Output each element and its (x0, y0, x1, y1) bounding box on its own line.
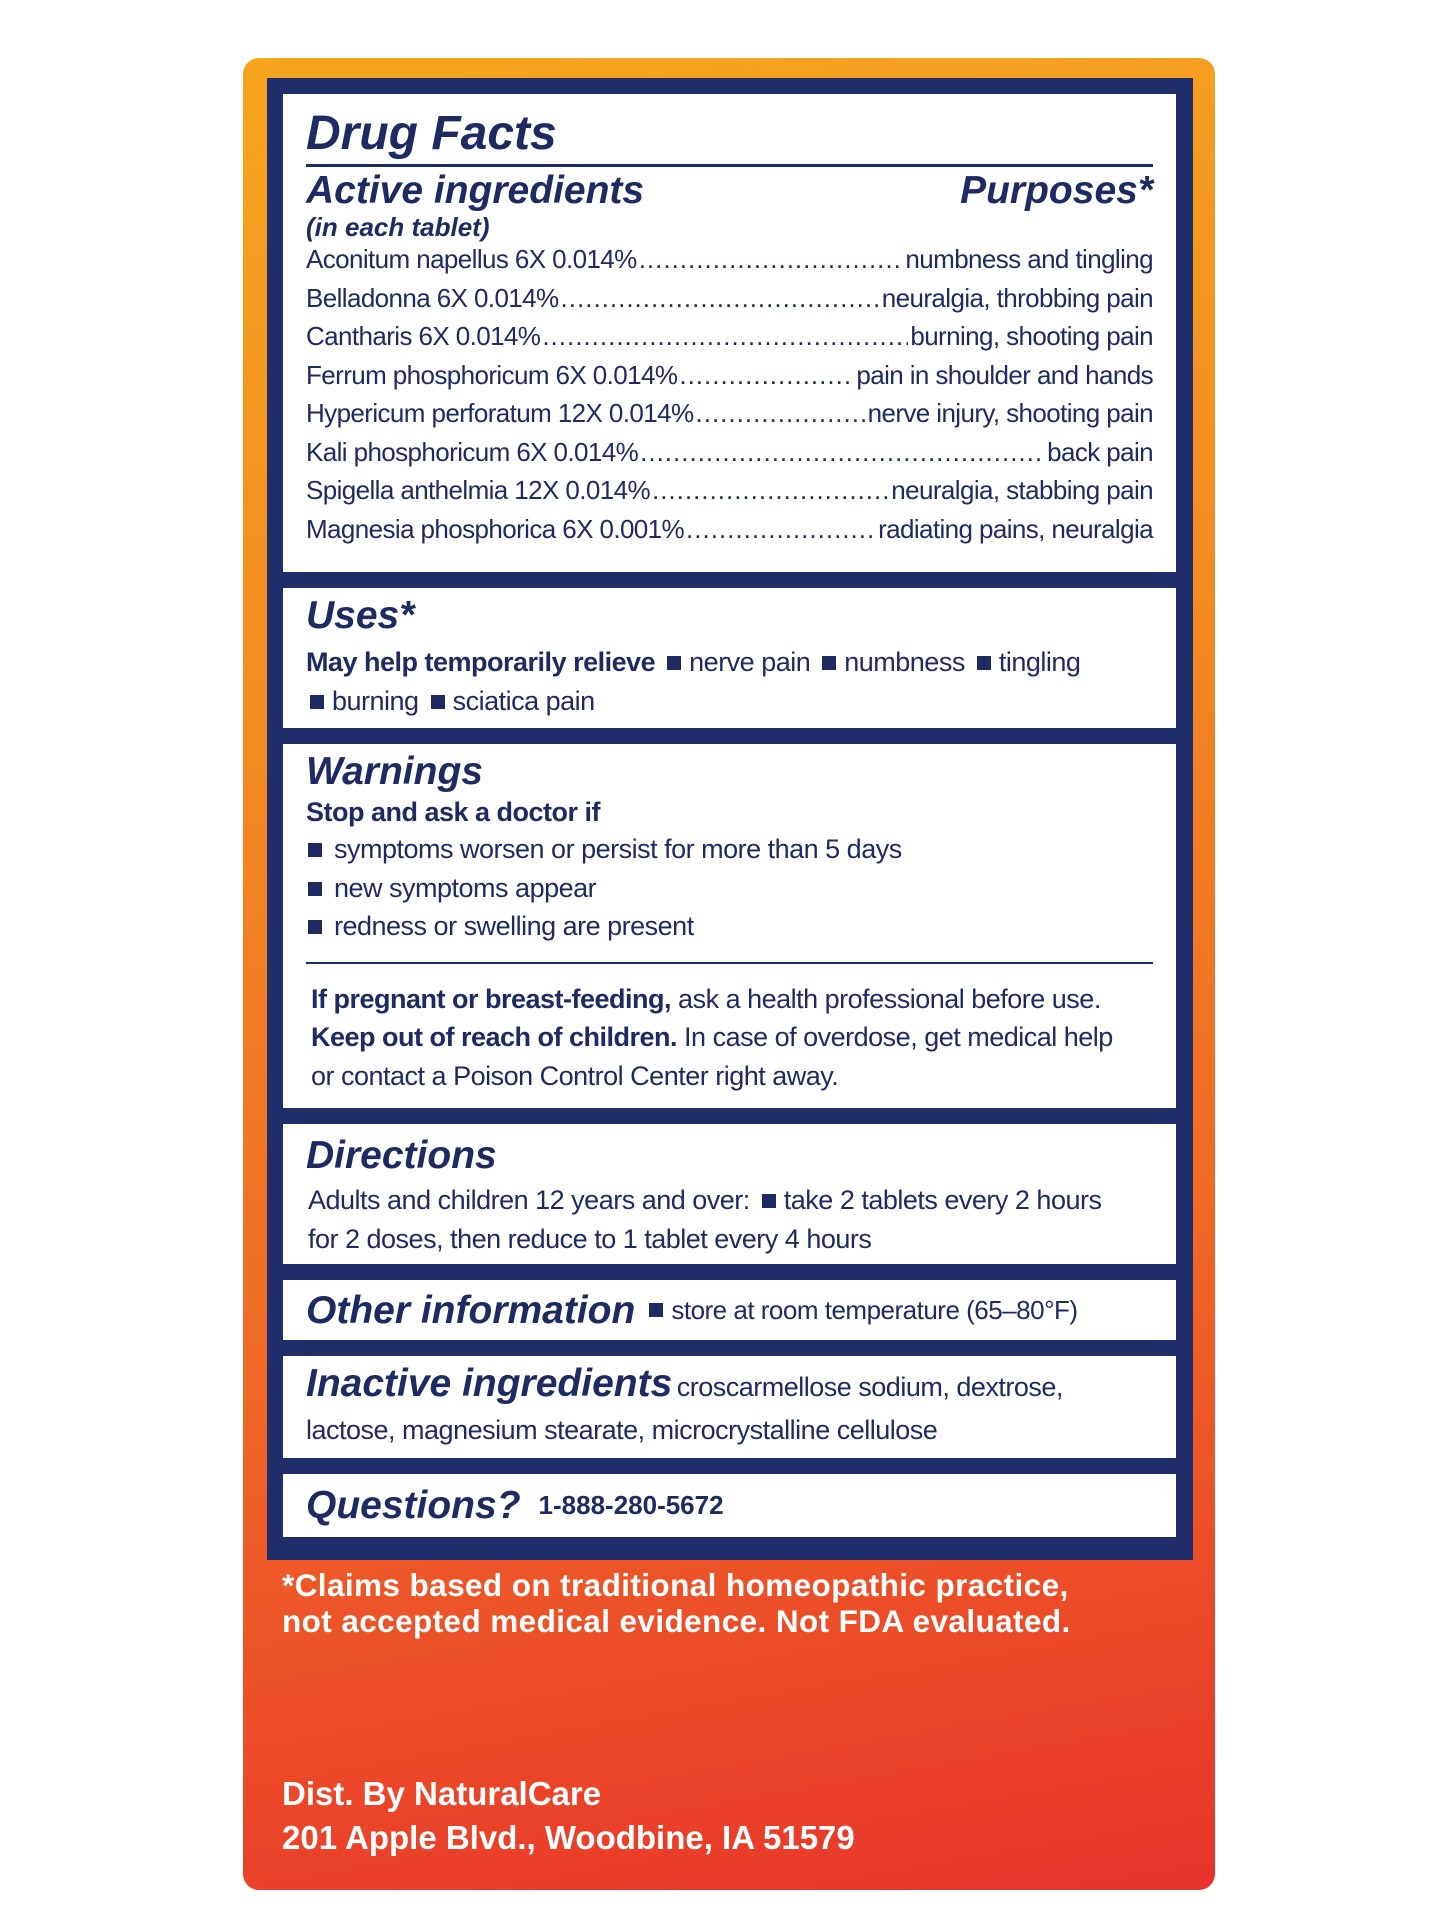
inactive-text2: lactose, magnesium stearate, microcrystalline cellulose (306, 1415, 938, 1445)
ingredient-row (306, 475, 1153, 514)
children-text: In case of overdose, get medical help (677, 1022, 1113, 1052)
ingredient-name: Belladonna 6X 0.014% (306, 282, 559, 313)
drug-facts-title: Drug Facts (306, 107, 557, 160)
directions-line2: for 2 doses, then reduce to 1 tablet every 4 hours (308, 1223, 872, 1254)
ingredient-name: Cantharis 6X 0.014% (306, 321, 541, 351)
ingredient-purpose: radiating pains, neuralgia (878, 513, 1153, 544)
purposes-heading: Purposes* (960, 169, 1153, 212)
dot-leader (696, 398, 866, 429)
dot-leader (542, 321, 908, 352)
bullet-icon (308, 920, 322, 934)
ingredient-row (306, 321, 1153, 360)
use-item: burning (332, 686, 419, 716)
bullet-icon (308, 843, 322, 857)
ingredient-name: Hypericum perforatum 12X 0.014% (306, 398, 694, 428)
ingredient-purpose: numbness and tingling (905, 244, 1153, 274)
active-header-row (306, 171, 1153, 210)
other-info-heading: Other information (306, 1288, 636, 1332)
warning-item: new symptoms appear (306, 869, 1153, 908)
dot-leader (640, 437, 1045, 468)
warning-item: redness or swelling are present (306, 907, 1153, 946)
directions-text (306, 1181, 1153, 1258)
uses-heading: Uses* (306, 594, 415, 637)
ingredient-purpose: neuralgia, stabbing pain (891, 475, 1153, 505)
bullet-icon (310, 695, 324, 709)
active-ingredients-panel (283, 94, 1176, 572)
warnings-extra (306, 980, 1153, 1096)
ingredient-name: Kali phosphoricum 6X 0.014% (306, 436, 639, 467)
ingredient-name: Ferrum phosphoricum 6X 0.014% (306, 359, 678, 390)
inactive-heading: Inactive ingredients (306, 1362, 673, 1405)
bullet-icon (822, 656, 836, 670)
warnings-panel (283, 744, 1176, 1108)
dot-leader (679, 360, 854, 391)
ingredient-name: Aconitum napellus 6X 0.014% (306, 244, 637, 274)
questions-panel (283, 1474, 1176, 1537)
ingredient-purpose: pain in shoulder and hands (856, 359, 1153, 390)
other-info-text: store at room temperature (65–80°F) (671, 1294, 1078, 1325)
ingredient-purpose: burning, shooting pain (910, 321, 1153, 351)
bullet-icon (667, 656, 681, 670)
footnote-line1: *Claims based on traditional homeopathic practice, (282, 1567, 1069, 1603)
directions-heading: Directions (306, 1134, 497, 1177)
warnings-rule (306, 962, 1153, 964)
use-item: tingling (998, 647, 1081, 677)
other-info-panel (283, 1280, 1176, 1340)
bullet-icon (308, 882, 322, 896)
dot-leader (639, 244, 904, 275)
bullet-icon (977, 656, 991, 670)
uses-text (306, 643, 1153, 721)
homeopathic-claim-footnote (282, 1567, 1182, 1639)
children-text-2: or contact a Poison Control Center right away. (311, 1060, 839, 1091)
inactive-text1: croscarmellose sodium, dextrose, (676, 1372, 1063, 1402)
ingredient-row (306, 514, 1153, 553)
directions-line1: Adults and children 12 years and over: (308, 1185, 750, 1215)
pregnant-text: ask a health professional before use. (671, 983, 1101, 1014)
distributor-line1: Dist. By NaturalCare (282, 1775, 602, 1812)
footnote-line2: not accepted medical evidence. Not FDA evaluated. (282, 1603, 1071, 1639)
bullet-icon (431, 695, 445, 709)
uses-lead: May help temporarily relieve (306, 647, 656, 677)
ingredient-purpose: neuralgia, throbbing pain (881, 282, 1153, 313)
ingredient-row (306, 437, 1153, 476)
title-rule (306, 164, 1153, 167)
bullet-icon (762, 1194, 776, 1208)
distributor-info (282, 1772, 855, 1860)
warnings-heading: Warnings (306, 750, 483, 793)
directions-line1b: take 2 tablets every 2 hours (783, 1185, 1102, 1215)
stop-ask-heading: Stop and ask a doctor if (306, 797, 601, 827)
ingredient-name: Spigella anthelmia 12X 0.014% (306, 475, 650, 505)
use-item: sciatica pain (452, 686, 595, 716)
children-bold: Keep out of reach of children. (311, 1022, 678, 1052)
ingredient-purpose: nerve injury, shooting pain (867, 398, 1153, 428)
inactive-panel (283, 1356, 1176, 1458)
active-ingredients-heading: Active ingredients (306, 169, 645, 212)
use-item: numbness (844, 647, 965, 677)
dot-leader (561, 283, 880, 314)
in-each-tablet: (in each tablet) (306, 212, 490, 242)
inactive-text (306, 1364, 1153, 1412)
dot-leader (686, 514, 876, 545)
stop-ask-list (306, 830, 1153, 946)
ingredient-row (306, 398, 1153, 437)
ingredient-row (306, 244, 1153, 283)
warning-item: symptoms worsen or persist for more than 5 days (306, 830, 1153, 869)
distributor-line2: 201 Apple Blvd., Woodbine, IA 51579 (282, 1819, 855, 1856)
uses-panel (283, 588, 1176, 728)
pregnant-bold: If pregnant or breast-feeding, (311, 983, 672, 1014)
ingredient-name: Magnesia phosphorica 6X 0.001% (306, 513, 685, 544)
dot-leader (652, 475, 889, 506)
ingredient-list (306, 244, 1153, 552)
ingredient-purpose: back pain (1047, 436, 1153, 467)
questions-phone: 1-888-280-5672 (538, 1490, 724, 1520)
ingredient-row (306, 283, 1153, 322)
ingredient-row (306, 360, 1153, 399)
questions-heading: Questions? (306, 1484, 521, 1527)
bullet-icon (649, 1303, 663, 1317)
directions-panel (283, 1124, 1176, 1264)
use-item: nerve pain (689, 647, 811, 677)
